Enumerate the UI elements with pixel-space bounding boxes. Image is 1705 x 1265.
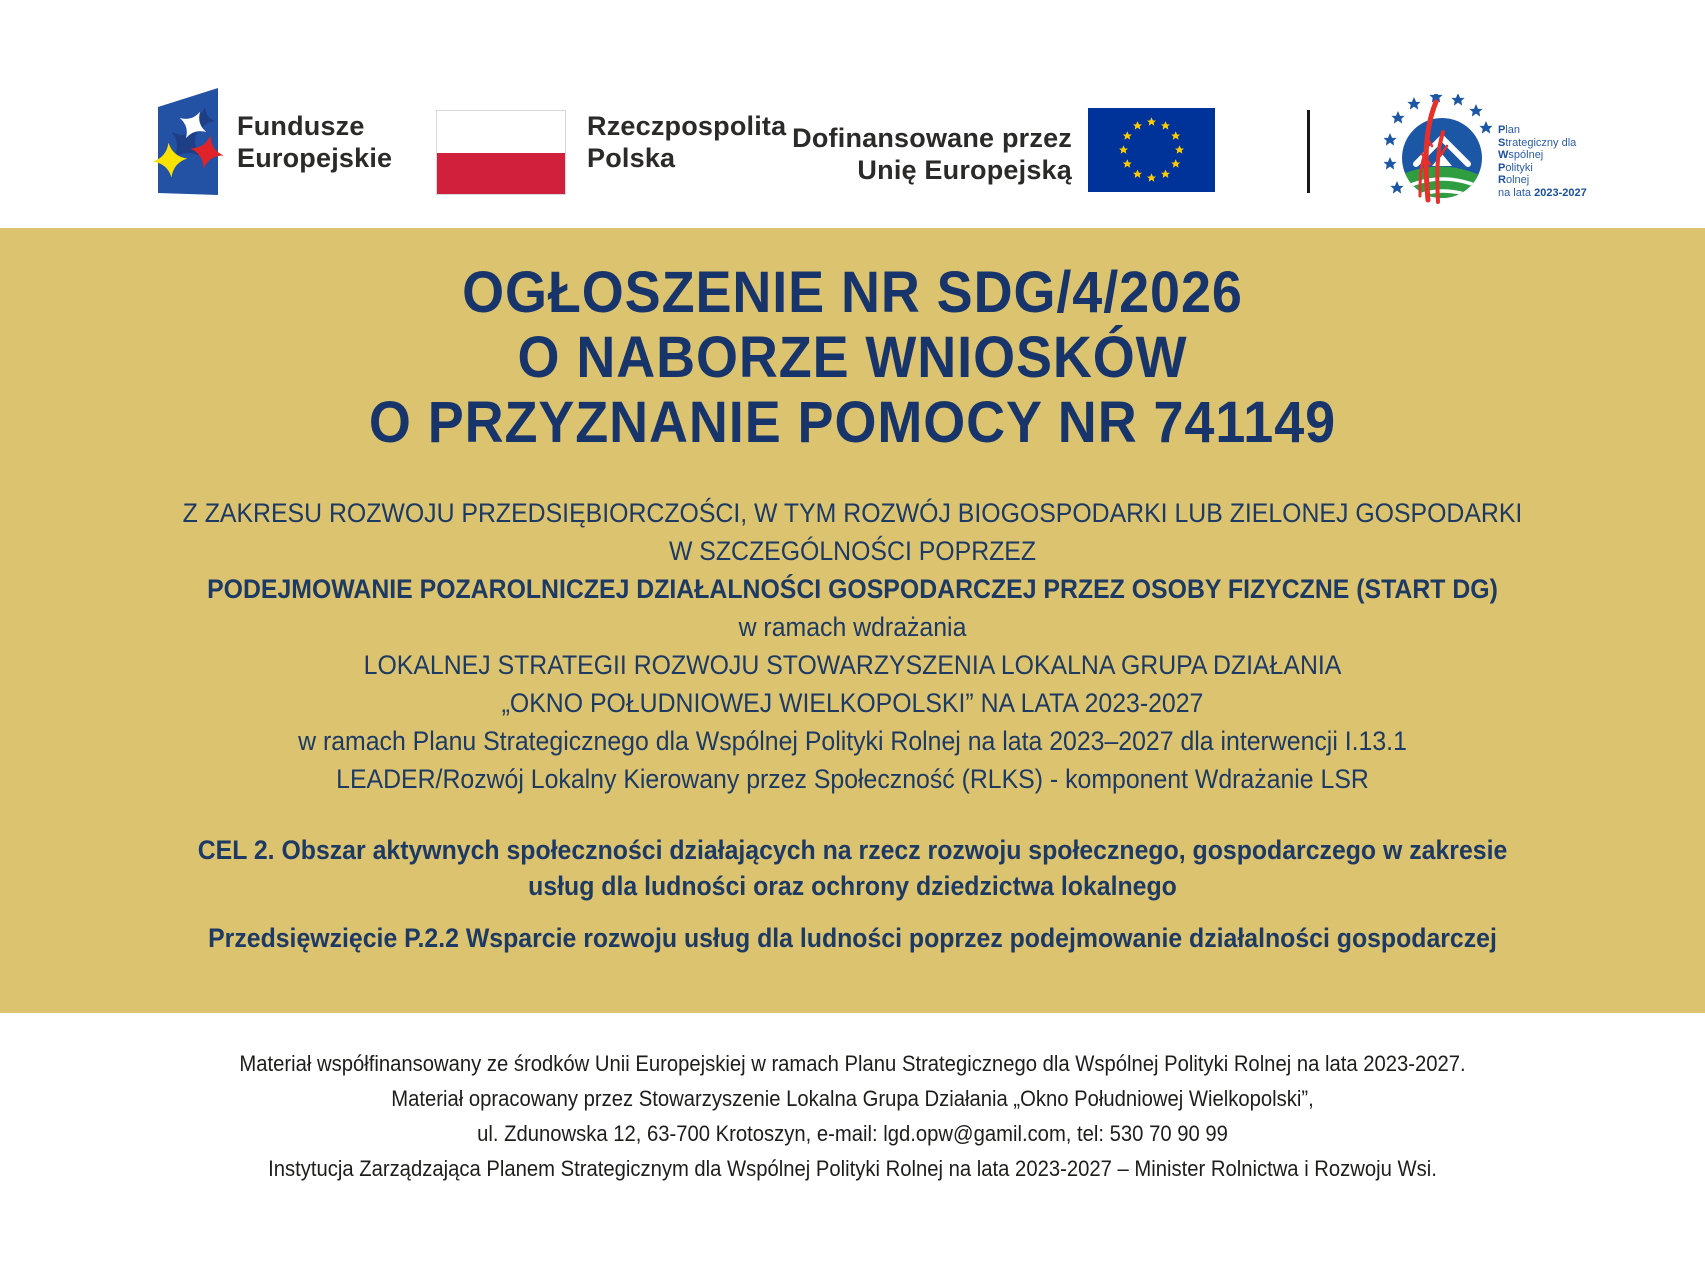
pswpr-line: Rolnej bbox=[1498, 174, 1530, 186]
title-line-1: OGŁOSZENIE NR SDG/4/2026 bbox=[462, 260, 1243, 325]
pswpr-logo bbox=[1384, 94, 1587, 210]
header-divider-line bbox=[1307, 110, 1310, 193]
footer-line-4: Instytucja Zarządzająca Planem Strategicznym dla Wspólnej Polityki Rolnej na lata 2023-2027 – Minister Rolnictwa i Rozwoju Wsi. bbox=[268, 1156, 1437, 1181]
framework-line-2: LOKALNEJ STRATEGII ROZWOJU STOWARZYSZENIA LOKALNA GRUPA DZIAŁANIA bbox=[363, 650, 1342, 680]
pswpr-line: Wspólnej bbox=[1498, 149, 1544, 161]
fundusze-europejskie-label bbox=[237, 110, 392, 174]
goal-line-1: CEL 2. Obszar aktywnych społeczności działających na rzecz rozwoju społecznego, gospodarczego w zakresie bbox=[197, 835, 1508, 865]
footer-line-3: ul. Zdunowska 12, 63-700 Krotoszyn, e-mail: lgd.opw@gamil.com, tel: 530 70 90 99 bbox=[477, 1121, 1228, 1146]
poland-flag-red-stripe bbox=[437, 153, 565, 195]
footer-line-2: Materiał opracowany przez Stowarzyszenie Lokalna Grupa Działania „Okno Południowej Wielkopolski”, bbox=[391, 1086, 1314, 1111]
dofinansowane-line2: Unię Europejską bbox=[857, 155, 1072, 185]
title-line-2: O NABORZE WNIOSKÓW bbox=[517, 325, 1188, 390]
fundusze-line2: Europejskie bbox=[237, 143, 393, 173]
announcement-body bbox=[68, 494, 1637, 798]
rzeczpospolita-polska-label bbox=[587, 110, 786, 174]
pswpr-line-years: na lata 2023-2027 bbox=[1498, 186, 1587, 199]
pswpr-label bbox=[1498, 94, 1587, 199]
scope-line-2: W SZCZEGÓLNOŚCI POPRZEZ bbox=[668, 536, 1037, 566]
scope-line-1: Z ZAKRESU ROZWOJU PRZEDSIĘBIORCZOŚCI, W TYM ROZWÓJ BIOGOSPODARKI LUB ZIELONEJ GOSPODARKI bbox=[182, 498, 1523, 528]
pswpr-line: Strategiczny dla bbox=[1498, 136, 1577, 149]
title-line-3: O PRZYZNANIE POMOCY NR 741149 bbox=[368, 390, 1337, 455]
framework-line-1: w ramach wdrażania bbox=[738, 612, 967, 642]
pswpr-line: Polityki bbox=[1498, 161, 1533, 174]
dofinansowane-label bbox=[758, 122, 1072, 186]
project-line: Przedsięwzięcie P.2.2 Wsparcie rozwoju usług dla ludności poprzez podejmowanie działalności gospodarczej bbox=[208, 923, 1497, 953]
project-statement bbox=[68, 920, 1637, 956]
rzeczpospolita-line1: Rzeczpospolita bbox=[587, 111, 787, 141]
poland-flag-white-stripe bbox=[437, 111, 565, 153]
framework-line-4: w ramach Planu Strategicznego dla Wspólnej Polityki Rolnej na lata 2023–2027 dla interwencji I.13.1 bbox=[298, 726, 1407, 756]
fundusze-line1: Fundusze bbox=[237, 111, 365, 141]
pswpr-line: Plan bbox=[1498, 124, 1521, 136]
eu-flag-icon bbox=[1088, 108, 1215, 192]
framework-line-5: LEADER/Rozwój Lokalny Kierowany przez Społeczność (RLKS) - komponent Wdrażanie LSR bbox=[336, 764, 1369, 794]
goal-statement bbox=[68, 832, 1637, 904]
dofinansowane-line1: Dofinansowane przez bbox=[792, 123, 1072, 153]
footer-credits bbox=[68, 1046, 1637, 1186]
framework-line-3: „OKNO POŁUDNIOWEJ WIELKOPOLSKI” NA LATA 2023-2027 bbox=[501, 688, 1204, 718]
measure-line: PODEJMOWANIE POZAROLNICZEJ DZIAŁALNOŚCI GOSPODARCZEJ PRZEZ OSOBY FIZYCZNE (START DG) bbox=[207, 574, 1498, 604]
announcement-title bbox=[60, 260, 1646, 455]
pswpr-emblem-icon bbox=[1384, 94, 1492, 210]
fundusze-europejskie-flag-icon bbox=[148, 86, 226, 200]
poland-flag-icon bbox=[436, 110, 566, 195]
rzeczpospolita-line2: Polska bbox=[587, 143, 676, 173]
goal-line-2: usług dla ludności oraz ochrony dziedzictwa lokalnego bbox=[528, 871, 1177, 901]
footer-line-1: Materiał współfinansowany ze środków Unii Europejskiej w ramach Planu Strategicznego dla Wspólnej Polityki Rolnej na lata 2023-2027. bbox=[239, 1051, 1466, 1076]
